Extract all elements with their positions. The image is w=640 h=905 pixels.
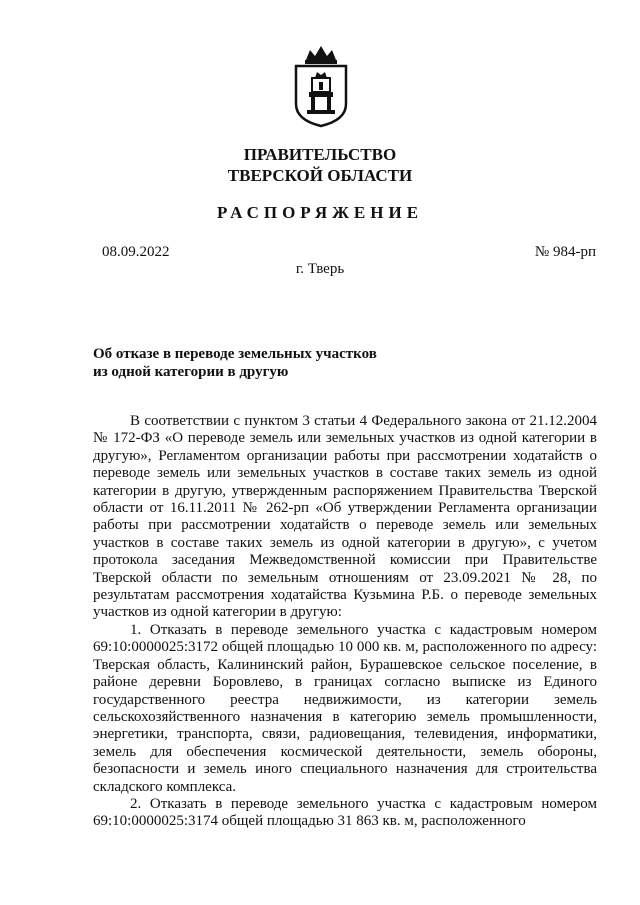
document-subject xyxy=(93,345,423,381)
tver-coat-of-arms-icon xyxy=(292,42,350,128)
body-item-1-paragraph: 1. Отказать в переводе земельного участка с кадастровым номером 69:10:0000025:3172 общей площадью 10 000 кв. м, расположенного по адресу: Тверская область, Калининский район, Бурашевское сельское поселение, в районе деревни Боровлево, в границах согласно выписке из Единого государственного реестра недвижимости, из категории земель сельскохозяйственного назначения в категорию земель промышленности, энергетики, транспорта, связи, радиовещания, телевидения, информатики, земель для обеспечения космической деятельности, земель обороны, безопасности и земель иного специального назначения для строительства складского комплекса. xyxy=(93,621,597,795)
subject-line1: Об отказе в переводе земельных участков xyxy=(93,346,377,362)
document-number: № 984-рп xyxy=(534,244,596,260)
org-title-line2: ТВЕРСКОЙ ОБЛАСТИ xyxy=(227,166,413,185)
organization-title xyxy=(0,144,640,186)
document-type-title: РАСПОРЯЖЕНИЕ xyxy=(216,203,424,222)
org-title-line1: ПРАВИТЕЛЬСТВО xyxy=(243,145,397,164)
document-city: г. Тверь xyxy=(295,261,345,277)
body-intro-paragraph: В соответствии с пунктом 3 статьи 4 Федерального закона от 21.12.2004 № 172-ФЗ «О переводе земель или земельных участков из одной категории в другую», Регламентом организации работы при рассмотрении ходатайств о переводе земель или земельных участков в составе таких земель из одной категории в другую, утвержденным распоряжением Правительства Тверской области от 16.11.2011 № 262-рп «Об утверждении Регламента организации работы при рассмотрении ходатайств о переводе земель или земельных участков в составе таких земель из одной категории в другую», с учетом протокола заседания Межведомственной комиссии при Правительстве Тверской области по земельным отношениям от 23.09.2021 № 28, по результатам рассмотрения ходатайства Кузьмина Р.Б. о переводе земельных участков из одной категории в другую: xyxy=(93,413,597,621)
subject-line2: из одной категории в другую xyxy=(93,364,289,380)
document-date: 08.09.2022 xyxy=(102,244,170,260)
body-item-2-paragraph: 2. Отказать в переводе земельного участка с кадастровым номером 69:10:0000025:3174 общей площадью 31 863 кв. м, расположенного xyxy=(93,795,597,830)
document-body xyxy=(93,413,597,831)
